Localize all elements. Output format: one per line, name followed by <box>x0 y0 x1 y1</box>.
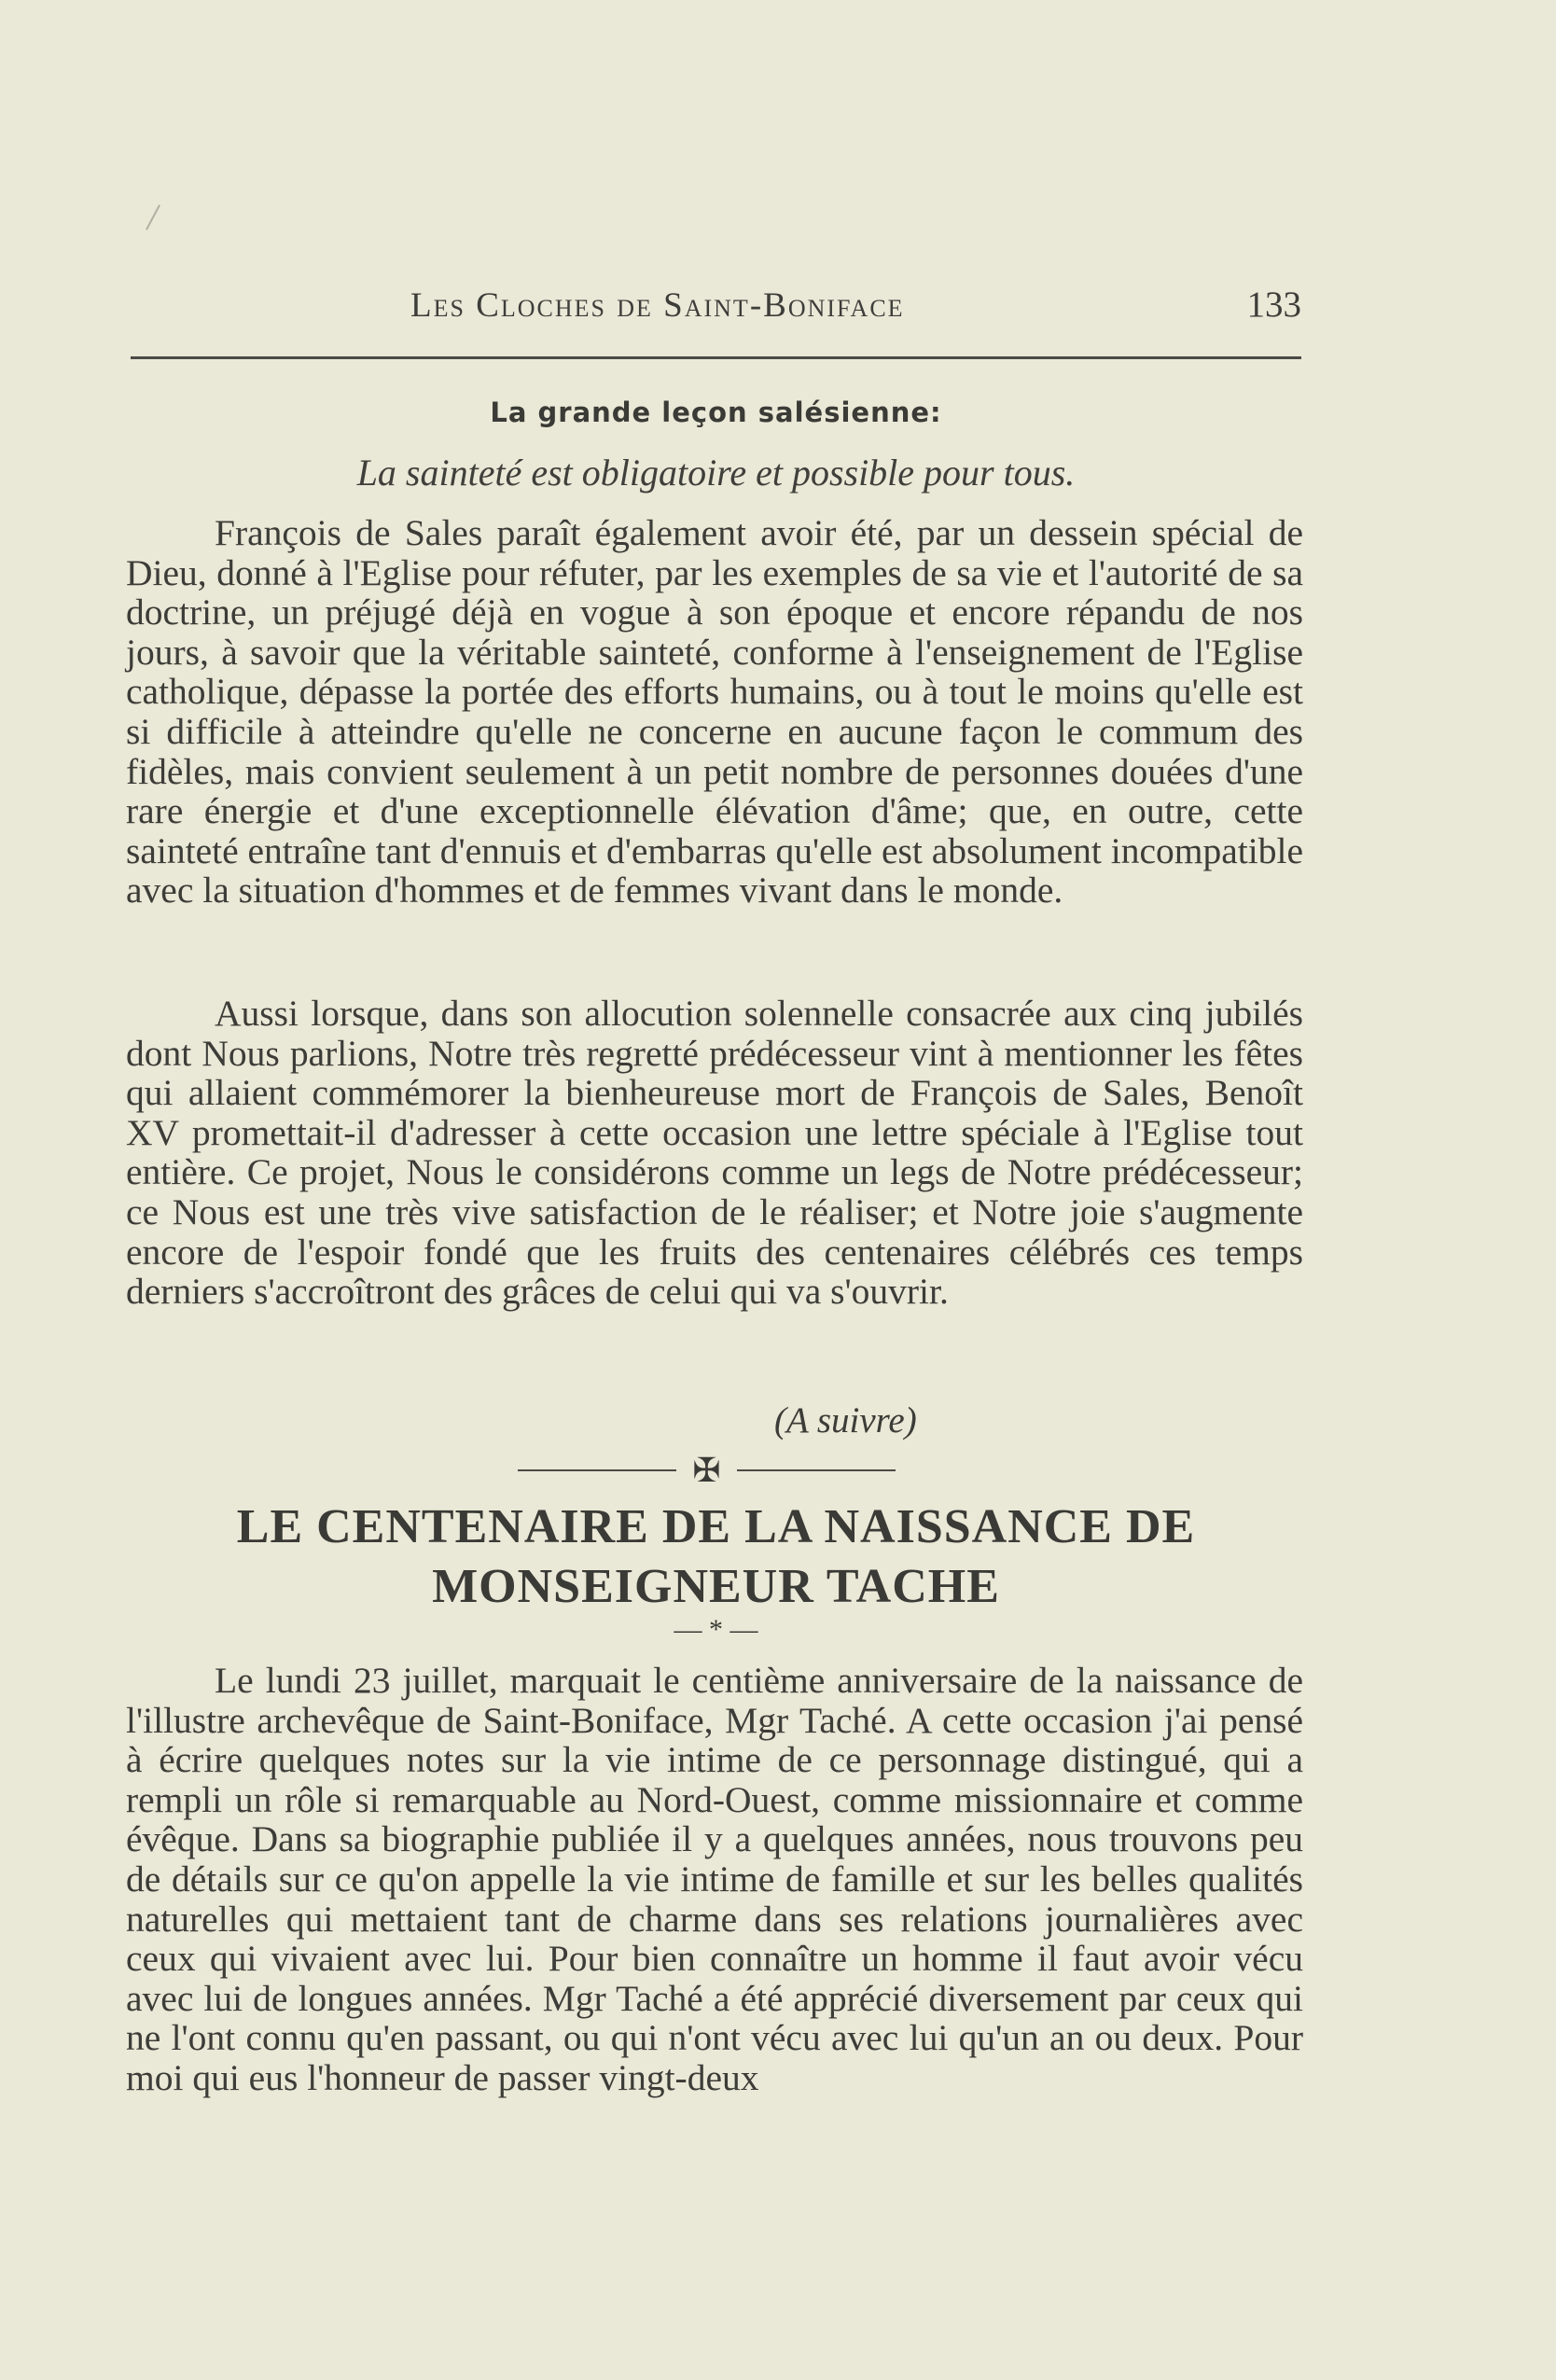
body-text-part1-para2 <box>126 994 1303 1312</box>
paragraph: François de Sales paraît également avoir été, par un dessein spécial de Dieu, donné à l'Eglise pour réfuter, par les exemples de sa vie et l'autorité de sa doctrine, un préjugé déjà en vogue à son époque et encore répandu de nos jours, à savoir que la véritable sainteté, conforme à l'enseignement de l'Eglise catholique, dépasse la portée des efforts humains, ou à tout le moins qu'elle est si difficile à atteindre qu'elle ne concerne en aucune façon le commum des fidèles, mais convient seulement à un petit nombre de personnes douées d'une rare énergie et d'une exceptionnelle élévation d'âme; que, en outre, cette sainteté entraîne tant d'ennuis et d'embarras qu'elle est absolument incompatible avec la situation d'hommes et de femmes vivant dans le monde. <box>126 512 1303 912</box>
continuation-note: (A suivre) <box>774 1400 917 1441</box>
body-text-part1-para1 <box>126 513 1303 911</box>
divider-line-right <box>737 1469 896 1471</box>
page-number: 133 <box>1246 285 1301 325</box>
article-title-line1: LE CENTENAIRE DE LA NAISSANCE DE <box>236 1500 1196 1553</box>
divider-line-left <box>518 1469 676 1471</box>
cross-ornament-icon: ✠ <box>692 1452 721 1489</box>
paragraph: Le lundi 23 juillet, marquait le centième anniversaire de la naissance de l'illustre archevêque de Saint-Boniface, Mgr Taché. A cette occasion j'ai pensé à écrire quelques notes sur la vie intime de ce personnage distingué, qui a rempli un rôle si remarquable au Nord-Ouest, comme missionnaire et comme évêque. Dans sa biographie publiée il y a quelques années, nous trouvons peu de détails sur ce qu'on appelle la vie intime de famille et sur les belles qualités naturelles qui mettaient tant de charme dans ses relations journalières avec ceux qui vivaient avec lui. Pour bien connaître un homme il faut avoir vécu avec lui de longues années. Mgr Taché a été apprécié diversement par ceux qui ne l'ont connu qu'en passant, ou qui n'ont vécu avec lui qu'un an ou deux. Pour moi qui eus l'honneur de passer vingt-deux <box>126 1660 1303 2098</box>
stray-pen-mark <box>146 204 160 230</box>
article-title <box>131 1497 1301 1617</box>
section-divider <box>518 1452 896 1489</box>
section-heading: La grande leçon salésienne: <box>490 397 942 428</box>
running-head <box>131 280 1301 336</box>
header-rule <box>131 356 1301 359</box>
article-title-line2: MONSEIGNEUR TACHE <box>432 1560 1000 1613</box>
running-title: Les Cloches de Saint-Boniface <box>410 286 905 325</box>
title-ornament: — * — <box>674 1614 758 1645</box>
section-subheading: La sainteté est obligatoire et possible pour tous. <box>356 452 1076 494</box>
article-body <box>126 1661 1303 2098</box>
paragraph: Aussi lorsque, dans son allocution solennelle consacrée aux cinq jubilés dont Nous parlions, Notre très regretté prédécesseur vint à mentionner les fêtes qui allaient commémorer la bienheureuse mort de François de Sales, Benoît XV promettait-il d'adresser à cette occasion une lettre spéciale à l'Eglise tout entière. Ce projet, Nous le considérons comme un legs de Notre prédécesseur; ce Nous est une très vive satisfaction de le réaliser; et Notre joie s'augmente encore de l'espoir fondé que les fruits des centenaires célébrés ces temps derniers s'accroîtront des grâces de celui qui va s'ouvrir. <box>126 993 1303 1313</box>
